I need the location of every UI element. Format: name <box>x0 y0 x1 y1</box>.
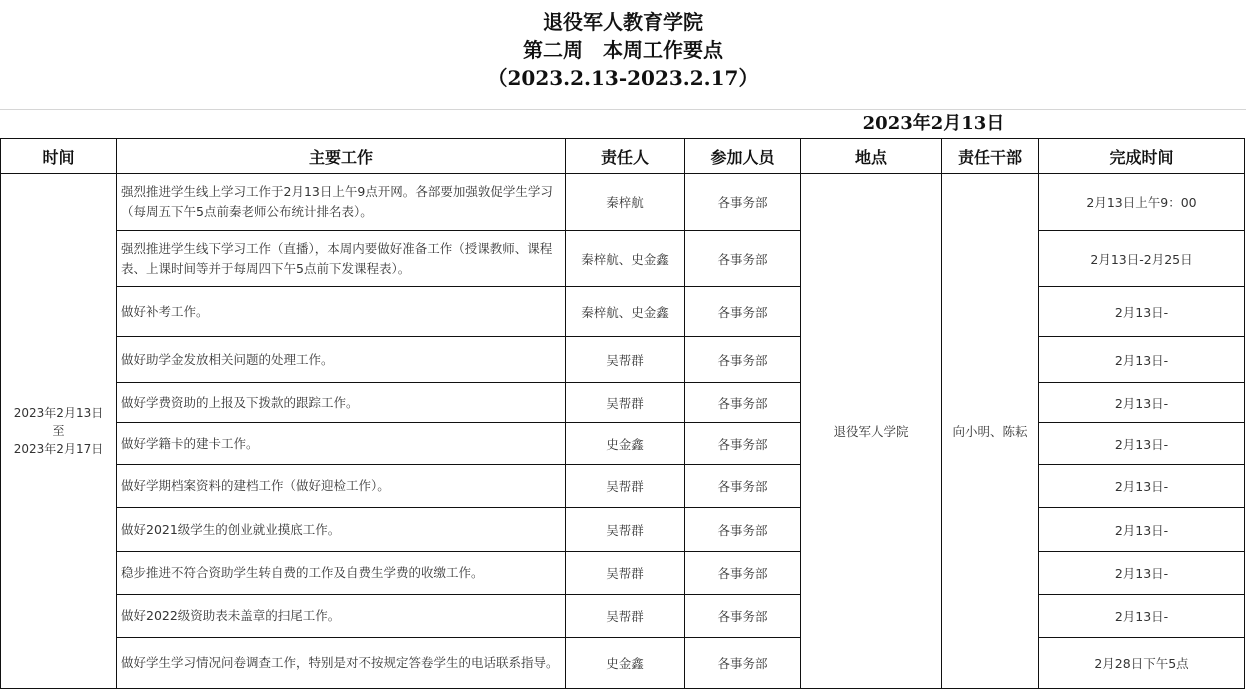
participants-cell: 各事务部 <box>685 508 801 552</box>
task-cell: 强烈推进学生线下学习工作（直播），本周内要做好准备工作（授课教师、课程表、上课时间等并于每周四下午5点前下发课程表）。 <box>117 231 566 287</box>
task-cell: 做好2021级学生的创业就业摸底工作。 <box>117 508 566 552</box>
table-header-row <box>1 139 1245 174</box>
table-row <box>1 287 1245 337</box>
participants-cell: 各事务部 <box>685 465 801 508</box>
participants-cell: 各事务部 <box>685 337 801 383</box>
due-cell: 2月13日- <box>1039 423 1245 465</box>
participants-cell: 各事务部 <box>685 595 801 638</box>
due-cell: 2月13日- <box>1039 465 1245 508</box>
task-cell: 做好学费资助的上报及下拨款的跟踪工作。 <box>117 383 566 423</box>
table-row <box>1 508 1245 552</box>
owner-cell: 吴帮群 <box>566 337 685 383</box>
owner-cell: 吴帮群 <box>566 508 685 552</box>
participants-cell: 各事务部 <box>685 383 801 423</box>
task-cell: 做好补考工作。 <box>117 287 566 337</box>
due-cell: 2月28日下午5点 <box>1039 638 1245 689</box>
column-header-cadre: 责任干部 <box>942 139 1039 174</box>
owner-cell: 史金鑫 <box>566 638 685 689</box>
due-cell: 2月13日- <box>1039 552 1245 595</box>
document-header <box>0 8 1246 92</box>
table-row <box>1 383 1245 423</box>
header-divider <box>0 109 1246 110</box>
participants-cell: 各事务部 <box>685 552 801 595</box>
owner-cell: 吴帮群 <box>566 383 685 423</box>
due-cell: 2月13日-2月25日 <box>1039 231 1245 287</box>
owner-cell: 秦梓航、史金鑫 <box>566 287 685 337</box>
due-cell: 2月13日- <box>1039 508 1245 552</box>
column-header-participants: 参加人员 <box>685 139 801 174</box>
work-plan-table <box>0 138 1245 689</box>
due-cell: 2月13日- <box>1039 595 1245 638</box>
table-row <box>1 423 1245 465</box>
column-header-owner: 责任人 <box>566 139 685 174</box>
cadre-cell: 向小明、陈耘 <box>942 174 1039 689</box>
time-start: 2023年2月13日 <box>13 406 104 420</box>
column-header-due: 完成时间 <box>1039 139 1245 174</box>
task-cell: 做好学籍卡的建卡工作。 <box>117 423 566 465</box>
participants-cell: 各事务部 <box>685 287 801 337</box>
table-row <box>1 337 1245 383</box>
owner-cell: 史金鑫 <box>566 423 685 465</box>
report-date: 2023年2月13日 <box>862 113 1005 134</box>
task-cell: 做好2022级资助表未盖章的扫尾工作。 <box>117 595 566 638</box>
time-separator: 至 <box>52 424 65 438</box>
column-header-task: 主要工作 <box>117 139 566 174</box>
week-title: 第二周 本周工作要点 <box>523 38 723 62</box>
table-row <box>1 552 1245 595</box>
time-end: 2023年2月17日 <box>13 442 104 456</box>
due-cell: 2月13日- <box>1039 337 1245 383</box>
task-cell: 强烈推进学生线上学习工作于2月13日上午9点开网。各部要加强敦促学生学习（每周五下午5点前秦老师公布统计排名表）。 <box>117 174 566 231</box>
owner-cell: 吴帮群 <box>566 465 685 508</box>
owner-cell: 吴帮群 <box>566 595 685 638</box>
institution-title: 退役军人教育学院 <box>543 10 703 34</box>
table-row <box>1 231 1245 287</box>
participants-cell: 各事务部 <box>685 174 801 231</box>
column-header-location: 地点 <box>801 139 942 174</box>
table-row <box>1 595 1245 638</box>
task-cell: 稳步推进不符合资助学生转自费的工作及自费生学费的收缴工作。 <box>117 552 566 595</box>
time-range-cell <box>1 174 117 689</box>
owner-cell: 吴帮群 <box>566 552 685 595</box>
due-cell: 2月13日- <box>1039 383 1245 423</box>
table-row <box>1 465 1245 508</box>
table-row <box>1 638 1245 689</box>
task-cell: 做好学生学习情况问卷调查工作，特别是对不按规定答卷学生的电话联系指导。 <box>117 638 566 689</box>
task-cell: 做好助学金发放相关问题的处理工作。 <box>117 337 566 383</box>
column-header-time: 时间 <box>1 139 117 174</box>
owner-cell: 秦梓航 <box>566 174 685 231</box>
participants-cell: 各事务部 <box>685 638 801 689</box>
table-row <box>1 174 1245 231</box>
participants-cell: 各事务部 <box>685 231 801 287</box>
date-range-title: （2023.2.13-2023.2.17） <box>487 66 759 90</box>
task-cell: 做好学期档案资料的建档工作（做好迎检工作）。 <box>117 465 566 508</box>
due-cell: 2月13日上午9：00 <box>1039 174 1245 231</box>
location-cell: 退役军人学院 <box>801 174 942 689</box>
due-cell: 2月13日- <box>1039 287 1245 337</box>
participants-cell: 各事务部 <box>685 423 801 465</box>
owner-cell: 秦梓航、史金鑫 <box>566 231 685 287</box>
